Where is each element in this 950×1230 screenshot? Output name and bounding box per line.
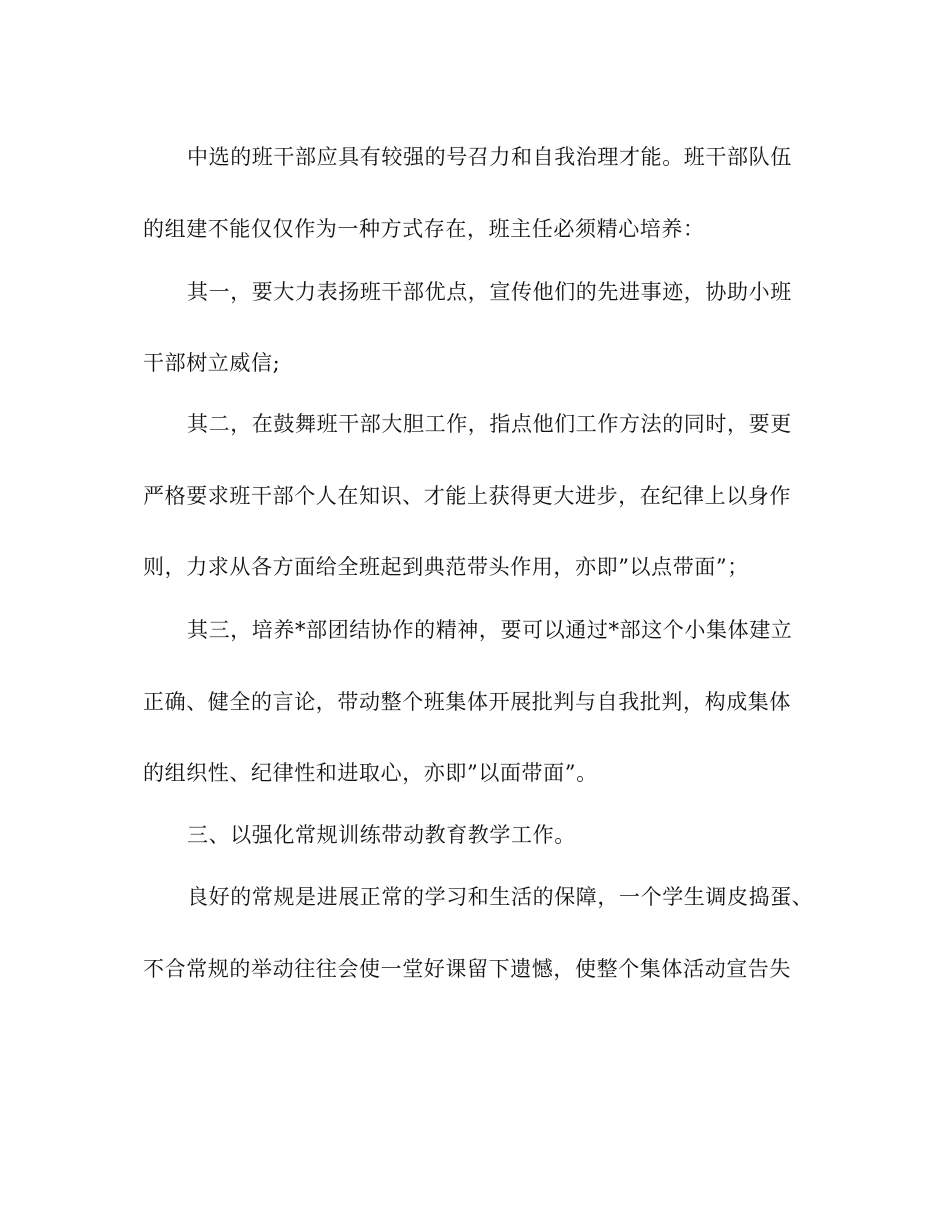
text-line: 则，力求从各方面给全班起到典范带头作用，亦即”以点带面”； bbox=[143, 555, 749, 579]
text-line: 中选的班干部应具有较强的号召力和自我治理才能。班干部队伍 bbox=[187, 145, 792, 169]
text-line: 严格要求班干部个人在知识、才能上获得更大进步，在纪律上以身作 bbox=[143, 484, 791, 508]
text-line: 干部树立威信; bbox=[143, 351, 281, 375]
text-line: 其二，在鼓舞班干部大胆工作，指点他们工作方法的同时，要更 bbox=[187, 412, 792, 436]
text-line: 正确、健全的言论，带动整个班集体开展批判与自我批判，构成集体 bbox=[143, 690, 791, 714]
text-line: 良好的常规是进展正常的学习和生活的保障，一个学生调皮捣蛋、 bbox=[187, 885, 814, 909]
text-line: 的组建不能仅仅作为一种方式存在，班主任必须精心培养： bbox=[143, 217, 705, 241]
text-line: 不合常规的举动往往会使一堂好课留下遗憾，使整个集体活动宣告失 bbox=[143, 957, 791, 981]
text-line: 其一，要大力表扬班干部优点，宣传他们的先进事迹，协助小班 bbox=[187, 280, 792, 304]
text-line: 其三，培养*部团结协作的精神，要可以通过*部这个小集体建立 bbox=[187, 618, 793, 642]
section-heading: 三、以强化常规训练带动教育教学工作。 bbox=[187, 823, 576, 847]
text-line: 的组织性、纪律性和进取心，亦即”以面带面”。 bbox=[143, 761, 598, 785]
